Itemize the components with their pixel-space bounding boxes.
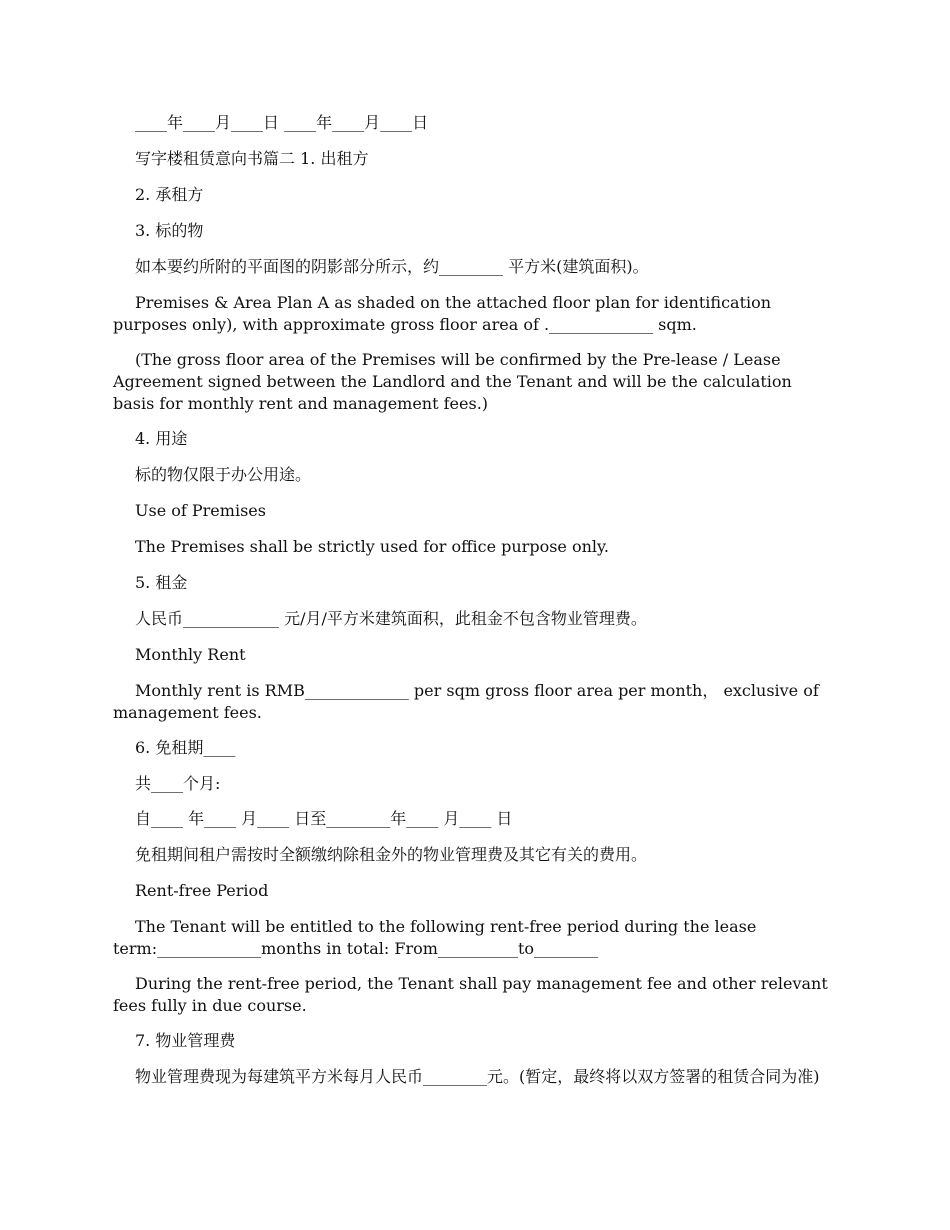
use-heading-en: Use of Premises xyxy=(135,501,266,520)
rent-free-months-cn: 共____个月: xyxy=(135,774,221,793)
rent-cn: 人民币____________ 元/月/平方米建筑面积，此租金不包含物业管理费。 xyxy=(135,609,647,628)
management-fee-cn: 物业管理费现为每建筑平方米每月人民币________元。(暂定，最终将以双方签署的租赁合同为准) xyxy=(135,1067,820,1086)
rent-heading-en: Monthly Rent xyxy=(135,645,246,664)
gross-floor-area-note: (The gross floor area of the Premises will be confirmed by the Pre-lease / Lease Agreement signed between the Landlord and the Tenant and will be the calculation basis for monthly rent and management fees.) xyxy=(113,350,797,413)
rent-free-term-en: The Tenant will be entitled to the following rent-free period during the lease term:_____________months in total: From__________to________ xyxy=(113,917,762,958)
use-cn: 标的物仅限于办公用途。 xyxy=(135,465,312,484)
rent-free-fees-en: During the rent-free period, the Tenant shall pay management fee and other relevant fees fully in due course. xyxy=(113,974,833,1015)
heading-use: 4. 用途 xyxy=(135,429,188,448)
rent-free-fees-cn: 免租期间租户需按时全额缴纳除租金外的物业管理费及其它有关的费用。 xyxy=(135,845,648,864)
heading-premises: 3. 标的物 xyxy=(135,221,204,240)
premises-area-en: Premises & Area Plan A as shaded on the attached floor plan for identification purposes only), with approximate gross floor area of ._____________ sqm. xyxy=(113,293,777,334)
rent-en: Monthly rent is RMB_____________ per sqm gross floor area per month， exclusive of management fees. xyxy=(113,681,824,722)
heading-lessee: 2. 承租方 xyxy=(135,185,204,204)
use-en: The Premises shall be strictly used for office purpose only. xyxy=(135,537,610,556)
heading-rent: 5. 租金 xyxy=(135,573,188,592)
heading-rent-free: 6. 免租期____ xyxy=(135,738,236,757)
rent-free-dates-cn: 自____ 年____ 月____ 日至________年____ 月____ 日 xyxy=(135,809,513,828)
rent-free-heading-en: Rent-free Period xyxy=(135,881,269,900)
heading-management-fee: 7. 物业管理费 xyxy=(135,1031,236,1050)
premises-area-cn: 如本要约所附的平面图的阴影部分所示，约________ 平方米(建筑面积)。 xyxy=(135,257,649,276)
date-lines: ____年____月____日 ____年____月____日 xyxy=(135,113,429,132)
section-title-lessor: 写字楼租赁意向书篇二 1. 出租方 xyxy=(135,149,369,168)
